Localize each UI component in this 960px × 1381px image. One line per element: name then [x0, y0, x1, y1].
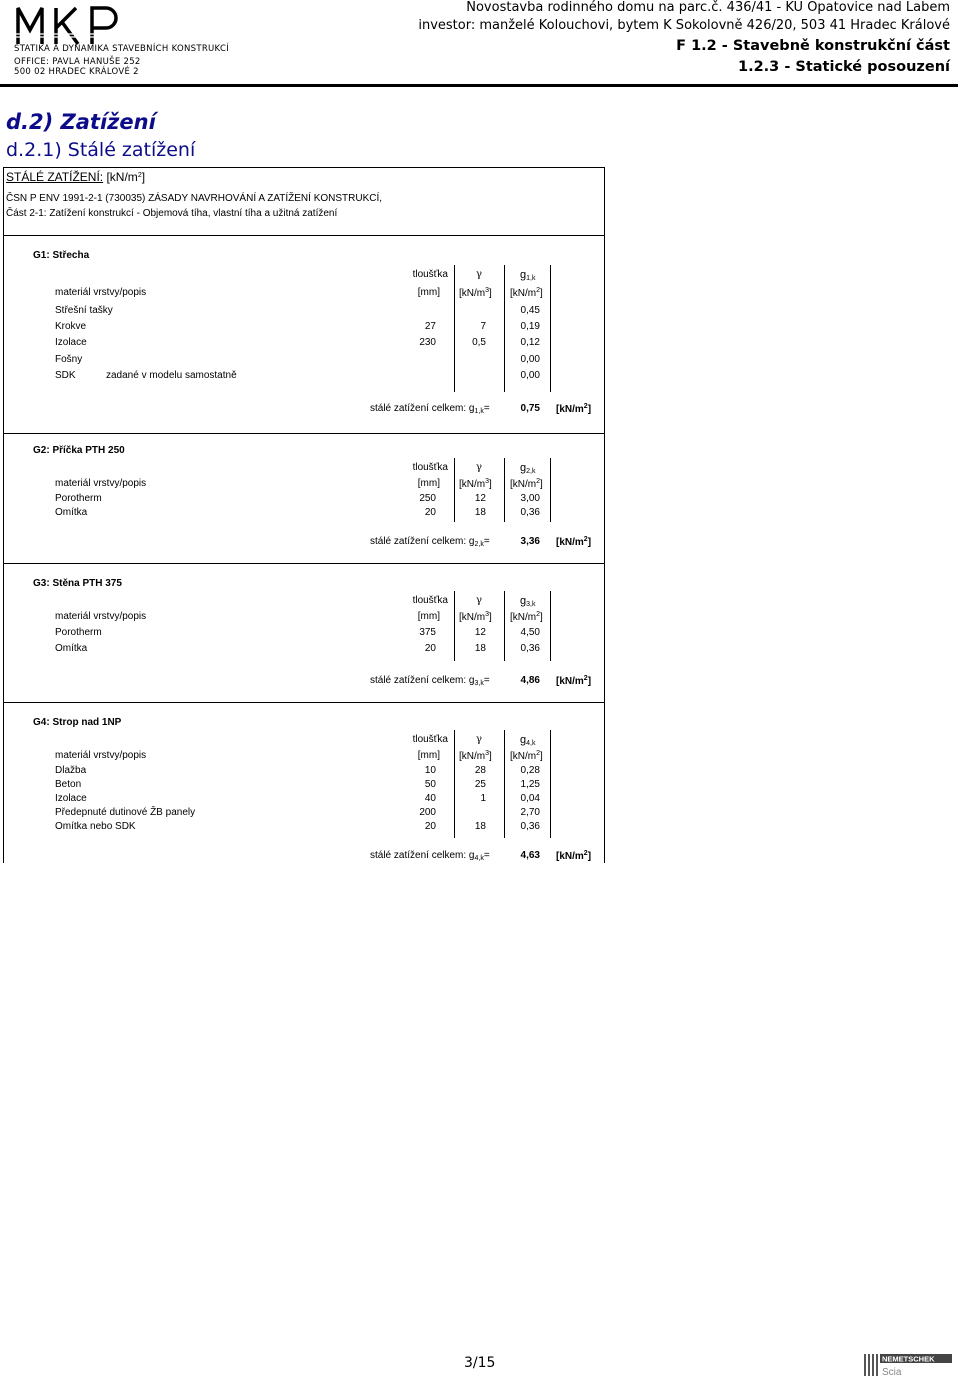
- group-total-value: 4,86: [520, 675, 540, 686]
- column-divider: [454, 591, 455, 661]
- col-material: materiál vrstvy/popis: [55, 287, 147, 298]
- group-total-value: 0,75: [520, 403, 540, 414]
- svg-text:Scia: Scia: [882, 1367, 902, 1378]
- standard-reference: ČSN P ENV 1991-2-1 (730035) ZÁSADY NAVRHOVÁNÍ A ZATÍŽENÍ KONSTRUKCÍ,: [6, 193, 383, 204]
- col-kn-m2-unit: $[kN/m^2]$: [510, 611, 543, 623]
- column-divider: [454, 730, 455, 838]
- group-total-label: stálé zatížení celkem: $g_{1,k}=$: [370, 403, 490, 415]
- group-total-unit: $[kN/m^2]$: [556, 536, 592, 548]
- group-total-unit: $[kN/m^2]$: [556, 675, 592, 687]
- layer-load: 0,19: [520, 321, 540, 332]
- layer-load: 0,04: [520, 793, 540, 804]
- layer-gamma: 12: [474, 493, 486, 504]
- group-total-unit: $[kN/m^2]$: [556, 850, 592, 862]
- nemetschek-scia-logo: [864, 1352, 954, 1378]
- layer-name: Omítka: [55, 507, 88, 518]
- column-divider: [454, 265, 455, 392]
- group-title: G1: Střecha: [33, 250, 90, 261]
- layer-name: Izolace: [55, 337, 87, 348]
- col-kn-m3-unit: $[kN/m^3]$: [459, 611, 492, 623]
- group-total-label: stálé zatížení celkem: $g_{4,k}=$: [370, 850, 490, 862]
- layer-gamma: 18: [474, 821, 486, 832]
- col-g-symbol: $g_{1,k}$: [520, 269, 536, 282]
- layer-load: 0,28: [520, 765, 540, 776]
- column-divider: [454, 458, 455, 522]
- layer-thickness: 27: [424, 321, 436, 332]
- layer-load: 3,00: [520, 493, 540, 504]
- group-total-label: stálé zatížení celkem: $g_{3,k}=$: [370, 675, 490, 687]
- col-gamma: γ: [476, 595, 482, 606]
- column-divider: [504, 265, 505, 392]
- layer-gamma: 28: [474, 765, 486, 776]
- column-divider: [504, 730, 505, 838]
- layer-name: Porotherm: [55, 493, 102, 504]
- column-divider: [504, 458, 505, 522]
- group-total-value: 3,36: [520, 536, 540, 547]
- col-mm-unit: [mm]: [417, 287, 440, 298]
- group-title: G2: Příčka PTH 250: [33, 445, 125, 456]
- page-number: 3/15: [464, 1355, 496, 1371]
- project-title: Novostavba rodinného domu na parc.č. 436/41 - KÚ Opatovice nad Labem: [466, 0, 950, 15]
- layer-gamma: 1: [480, 793, 486, 804]
- layer-name: Beton: [55, 779, 82, 790]
- logo-subtitle: STATIKA A DYNAMIKA STAVEBNÍCH KONSTRUKCÍ: [14, 44, 229, 54]
- layer-gamma: 12: [474, 627, 486, 638]
- col-kn-m2-unit: $[kN/m^2]$: [510, 750, 543, 762]
- col-mm-unit: [mm]: [417, 750, 440, 761]
- layer-thickness: 250: [419, 493, 436, 504]
- layer-load: 0,00: [520, 370, 540, 381]
- investor-line: investor: manželé Kolouchovi, bytem K Sokolovně 426/20, 503 41 Hradec Králové: [418, 18, 950, 33]
- col-mm-unit: [mm]: [417, 611, 440, 622]
- col-material: materiál vrstvy/popis: [55, 478, 147, 489]
- layer-name: Předepnuté dutinové ŽB panely: [55, 807, 196, 818]
- document-part: F 1.2 - Stavebně konstrukční část: [676, 38, 950, 54]
- layer-thickness: 20: [424, 643, 436, 654]
- col-g-symbol: $g_{2,k}$: [520, 462, 536, 475]
- group-total-label: stálé zatížení celkem: $g_{2,k}=$: [370, 536, 490, 548]
- col-gamma: γ: [476, 734, 482, 745]
- column-divider: [550, 458, 551, 522]
- layer-thickness: 375: [419, 627, 436, 638]
- layer-load: 1,25: [520, 779, 540, 790]
- layer-thickness: 40: [424, 793, 436, 804]
- group-total-unit: $[kN/m^2]$: [556, 403, 592, 415]
- col-thickness: tloušťka: [412, 462, 448, 473]
- section-separator: [3, 235, 605, 236]
- layer-load: 0,36: [520, 507, 540, 518]
- col-mm-unit: [mm]: [417, 478, 440, 489]
- group-title: G3: Stěna PTH 375: [33, 578, 122, 589]
- layer-thickness: 200: [419, 807, 436, 818]
- col-material: materiál vrstvy/popis: [55, 750, 147, 761]
- column-divider: [550, 265, 551, 392]
- layer-load: 0,00: [520, 354, 540, 365]
- col-kn-m3-unit: $[kN/m^3]$: [459, 287, 492, 299]
- layer-gamma: 0,5: [472, 337, 486, 348]
- column-divider: [550, 591, 551, 661]
- layer-thickness: 230: [419, 337, 436, 348]
- col-g-symbol: $g_{3,k}$: [520, 595, 536, 608]
- subsection-heading: d.2.1) Stálé zatížení: [6, 139, 196, 161]
- layer-load: 4,50: [520, 627, 540, 638]
- standard-title: STÁLÉ ZATÍŽENÍ: $[kN/m^2]$: [6, 170, 146, 184]
- col-kn-m3-unit: $[kN/m^3]$: [459, 478, 492, 490]
- layer-load: 0,45: [520, 305, 540, 316]
- layer-thickness: 20: [424, 821, 436, 832]
- layer-name: Omítka: [55, 643, 88, 654]
- layer-load: 2,70: [520, 807, 540, 818]
- layer-thickness: 20: [424, 507, 436, 518]
- layer-name: Porotherm: [55, 627, 102, 638]
- group-total-value: 4,63: [520, 850, 540, 861]
- col-gamma: γ: [476, 462, 482, 473]
- layer-name: Krokve: [55, 321, 87, 332]
- layer-name: Fošny: [55, 354, 83, 365]
- col-kn-m2-unit: $[kN/m^2]$: [510, 478, 543, 490]
- layer-load: 0,36: [520, 643, 540, 654]
- layer-name: Omítka nebo SDK: [55, 821, 136, 832]
- col-thickness: tloušťka: [412, 734, 448, 745]
- logo-address-2: 500 02 HRADEC KRÁLOVÉ 2: [14, 67, 139, 77]
- layer-name: Dlažba: [55, 765, 87, 776]
- layer-name: Střešní tašky: [55, 305, 113, 316]
- layer-gamma: 7: [480, 321, 486, 332]
- standard-description: Část 2-1: Zatížení konstrukcí - Objemová tíha, vlastní tíha a užitná zatížení: [6, 208, 338, 219]
- col-g-symbol: $g_{4,k}$: [520, 734, 536, 747]
- layer-name: SDK: [55, 370, 76, 381]
- layer-thickness: 50: [424, 779, 436, 790]
- logo-address-1: OFFICE: PAVLA HANUŠE 252: [14, 57, 141, 67]
- layer-note: zadané v modelu samostatně: [106, 370, 237, 381]
- col-thickness: tloušťka: [412, 269, 448, 280]
- group-separator: [3, 702, 605, 703]
- col-gamma: γ: [476, 269, 482, 280]
- layer-load: 0,36: [520, 821, 540, 832]
- layer-gamma: 25: [474, 779, 486, 790]
- layer-thickness: 10: [424, 765, 436, 776]
- section-heading: d.2) Zatížení: [6, 110, 156, 134]
- group-separator: [3, 563, 605, 564]
- column-divider: [550, 730, 551, 838]
- header-rule: [0, 84, 958, 87]
- col-kn-m2-unit: $[kN/m^2]$: [510, 287, 543, 299]
- layer-gamma: 18: [474, 643, 486, 654]
- col-thickness: tloušťka: [412, 595, 448, 606]
- layer-gamma: 18: [474, 507, 486, 518]
- group-separator: [3, 433, 605, 434]
- svg-text:NEMETSCHEK: NEMETSCHEK: [882, 1354, 935, 1364]
- column-divider: [504, 591, 505, 661]
- layer-name: Izolace: [55, 793, 87, 804]
- col-material: materiál vrstvy/popis: [55, 611, 147, 622]
- col-kn-m3-unit: $[kN/m^3]$: [459, 750, 492, 762]
- group-title: G4: Strop nad 1NP: [33, 717, 122, 728]
- document-section: 1.2.3 - Statické posouzení: [737, 59, 950, 75]
- mkp-logo: [14, 4, 126, 46]
- layer-load: 0,12: [520, 337, 540, 348]
